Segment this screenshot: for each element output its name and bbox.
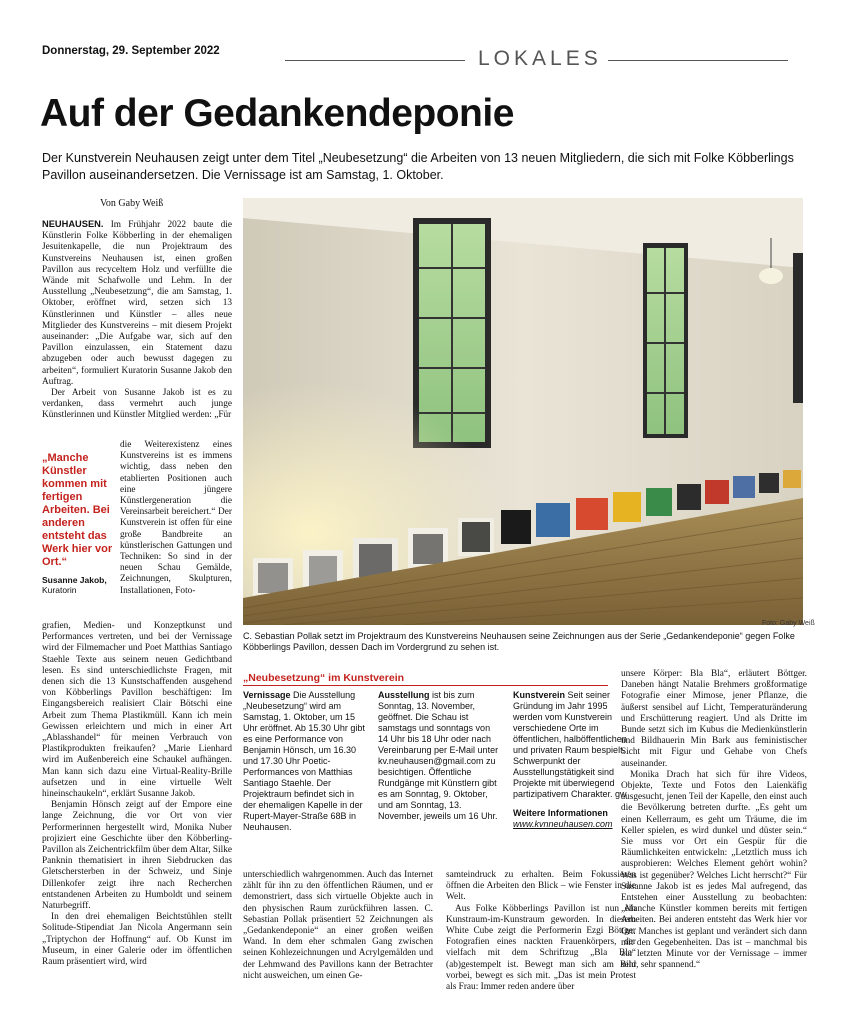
quote-author-name: Susanne Jakob,	[42, 575, 107, 585]
paragraph-4: In den drei ehemaligen Beichtstühlen stellt Solitude-Stipendiat Jan Nicola Angermann sein „Triptychon der Hoffnung“ auf. Ob Kunst im Museum, in einer Galerie oder im öffentlichen Raum präsentiert wird, wird	[42, 912, 232, 968]
kunstverein-text: Seit seiner Gründung im Jahr 1995 werden vom Kunstverein verschiedene Orte im öffentlichen, halböffentlichen und privaten Raum bespielt. Schwerpunkt der Ausstellungstätigkeit sind Projekte mit überwiegend partizipativem Charakter. gw	[513, 690, 627, 799]
paragraph-col2: unterschiedlich wahrgenommen. Auch das Internet zählt für ihn zu den öffentlichen Räumen, und er demonstriert, dass sich virtuelle Objekte auch in den physischen Raum zurückführen lassen. C. Sebastian Pollak präsentiert 52 Zeichnungen als „Gedankendeponie“ an einer großen weißen Wand. In dem eher schmalen Gang zwischen seinen Kohlezeichnungen und Acrylgemälden und der Lehmwand des Pavillons kann der Betrachter nicht ausweichen, um einen Ge-	[243, 870, 433, 981]
article-column-1-top	[42, 219, 232, 422]
section-rule-right	[608, 60, 788, 61]
paragraph-3: Benjamin Hönsch zeigt auf der Empore eine lange Zeichnung, die vor Ort von vier Performerinnen hergestellt wird, Monika Nuber projiziert eine Geschichte über den Köbberling-Pavillon als Zeichentrickfilm über dem Altar, Silke Panknin thematisiert in ihren Siebdrucken das Gletschersterben in der Schweiz, und Sinje Dillenkofer zeigt ihre nach Recherchen entstandenen Arbeiten zu Humboldt und seinem Naturbegriff.	[42, 800, 232, 912]
paragraph-2c: grafien, Medien- und Konzeptkunst und Performances vertreten, und bei der Vernissage wird der Filmemacher und Poet Matthias Santiago Staehle Texte aus seinem neuen Gedichtband lesen. Es sind unterschiedlichste Fragen, mit denen sich die 13 Kunstschaffenden ausgehend von Köbberlings Pavillon beschäftigen: Im Eingangsbereich realisiert Clair Bötschi eine Arbeit zum Thema Plastikmüll. Kann ich mein Gewissen erleichtern und mich in einer Art „Ablasshandel“ für meinen Verbrauch von Plastikprodukten freikaufen? „Marie Lienhard wird im Außenbereich eine Schaukel aufhängen. Man kann sich dazu eine Virtual-Reality-Brille aufsetzen und in eine virtuelle Welt hineinschaukeln“, erklärt Susanne Jakob.	[42, 621, 232, 800]
ausstellung-text: ist bis zum Sonntag, 13. November, geöffnet. Die Schau ist samstags und sonntags von 14 Uhr bis 18 Uhr oder nach Vereinbarung per E-Mail unter kv.neuhausen@gmail.com zu besichtigen. Öffentliche Rundgänge mit Künstlern gibt es am Sonntag, 9. Oktober, und am Sonntag, 13. November, jeweils um 16 Uhr.	[378, 690, 499, 821]
article-column-1-bottom	[42, 621, 232, 968]
infobox-vernissage	[243, 690, 365, 833]
infobox-rule	[243, 685, 608, 686]
paragraph-1: Im Frühjahr 2022 baute die Künstlerin Folke Köbberling in der ehemaligen Jesuitenkapelle, die nun Projektraum des Kunstvereins Neuhausen ist, einen großen Pavillon aus recyceltem Holz und verfüllte die Wände mit Schafwolle und Lehm. In der Ausstellung „Neubesetzung“, die am Samstag, 1. Oktober, eröffnet wird, setzen sich 13 Künstlerinnen und Künstler – alles neue Mitglieder des Kunstvereins – mit diesem Projekt auseinander: „Die Aufgabe war, sich auf den Pavillon einzulassen, ein Statement dazu abzugeben oder auch bewusst dagegen zu arbeiten“, formuliert Kuratorin Susanne Jakob den Auftrag.	[42, 220, 232, 387]
photo-caption: C. Sebastian Pollak setzt im Projektraum des Kunstvereins Neuhausen seine Zeichnungen aus der Serie „Gedankendeponie“ gegen Folke Köbberlings Pavillon, dessen Dach im Vordergrund zu sehen ist.	[243, 631, 795, 652]
paragraph-2a: Der Arbeit von Susanne Jakob ist es zu verdanken, dass vermehrt auch junge Künstlerinnen und Künstler Mitglied werden: „Für	[42, 388, 232, 421]
more-info-label: Weitere Informationen	[513, 808, 608, 818]
photo-credit: Foto: Gaby Weiß	[762, 620, 815, 627]
ausstellung-label: Ausstellung	[378, 690, 430, 700]
paragraph-col3a: samteindruck zu erhalten. Beim Fokussieren öffnen die Arbeiten den Blick – wie Fenster in die Welt.	[446, 870, 636, 903]
subtitle: Der Kunstverein Neuhausen zeigt unter dem Titel „Neubesetzung“ die Arbeiten von 13 neuen Mitgliedern, die sich mit Folke Köbberlings Pavillon auseinandersetzen. Die Vernissage ist am Samstag, 1. Oktober.	[42, 151, 794, 182]
kunstverein-label: Kunstverein	[513, 690, 566, 700]
article-column-2	[243, 870, 433, 982]
vernissage-label: Vernissage	[243, 690, 291, 700]
section-rule-left	[285, 60, 465, 61]
article-column-4	[621, 669, 807, 971]
paragraph-col3b: Aus Folke Köbberlings Pavillon ist nun ein Kunstraum-im-Kunstraum geworden. In diesem White Cube zeigt die Performerin Ezgi Böttger Fotografien eines nackten Frauenkörpers, der vielfach mit dem Schriftzug „Bla Bla“ (ab)gestempelt ist. Bewegt man sich am Bild vorbei, bewegt es sich mit. „Das ist mein Protest als Frau: Immer reden andere über	[446, 903, 636, 993]
paragraph-col4b: Monika Drach hat sich für ihre Videos, Objekte, Texte und Fotos den Laienkäfig ausgesucht, jenen Teil der Kapelle, den einst auch die Bevölkerung betreten durfte. „Es geht um einen Kellerraum, es geht um Träume, die im Keller spielen, es wird dunkel und düster sein.“ Sie muss vor Ort ein Gespür für die Räumlichkeiten entwickeln: „Letztlich muss ich ausprobieren: Welches Element gehört wohin? Was ist gegenüber? Welches Licht herrscht?“ Für Susanne Jakob ist es jedes Mal aufregend, das Entstehen einer Ausstellung zu beobachten: „Manche Künstler kommen bereits mit fertigen Arbeiten. Bei anderen entsteht das Werk hier vor Ort. Manches ist geplant und verändert sich dann mit den Gegebenheiten. Das ist – manchmal bis zur letzten Minute vor der Vernissage – immer sehr, sehr spannend.“	[621, 769, 807, 971]
quote-author-role: Kuratorin	[42, 585, 77, 595]
infobox-ausstellung	[378, 690, 500, 822]
article-column-3	[446, 870, 636, 993]
paragraph-2b: die Weiterexistenz eines Kunstvereins ist es immens wichtig, dass neben den etablierten Positionen auch eine jüngere Künstlergeneration die Vereinsarbeit bereichert.“ Der Kunstverein ist offen für eine große Bandbreite an künstlerischen Gattungen und Techniken: So sind in der neuen Schau Gemälde, Zeichnungen, Skulpturen, Installationen, Foto-	[120, 440, 232, 596]
byline: Von Gaby Weiß	[100, 198, 164, 209]
issue-date: Donnerstag, 29. September 2022	[42, 45, 220, 57]
exhibition-photo	[243, 198, 803, 625]
dateline: NEUHAUSEN.	[42, 219, 104, 229]
infobox-kunstverein	[513, 690, 635, 830]
paragraph-col4a: unsere Körper: Bla Bla“, erläutert Böttger. Daneben hängt Natalie Brehmers großformatige Fotografie einer Mimose, jener Pflanze, die äußerst sensibel auf Licht, Temperaturänderung und Erschütterung reagiert. Und als Dritte im Bunde setzt sich im Kubus die Medienkünstlerin und Bildhauerin Min Bark aus feministischer Sicht mit Figur und Gehabe von Chefs auseinander.	[621, 669, 807, 769]
infobox-title: „Neubesetzung“ im Kunstverein	[243, 672, 405, 684]
pull-quote: „Manche Künstler kommen mit fertigen Arbeiten. Bei anderen entsteht das Werk hier vor Ort.“	[42, 452, 113, 568]
more-info-link[interactable]: www.kvnneuhausen.com	[513, 819, 613, 829]
headline: Auf der Gedankendeponie	[40, 92, 514, 135]
article-column-1-beside-quote	[120, 440, 232, 597]
section-name: LOKALES	[478, 47, 602, 70]
vernissage-text: Die Ausstellung „Neubesetzung“ wird am Samstag, 1. Oktober, um 15 Uhr eröffnet. Ab 15.30 Uhr gibt es eine Performance von Benjamin Hönsch, um 16.30 und 17.30 Uhr Poetic-Performances von Matthias Santiago Staehle. Der Projektraum befindet sich in der ehemaligen Kapelle in der Rupert-Mayer-Straße 68B in Neuhausen.	[243, 690, 365, 832]
pull-quote-author	[42, 575, 122, 595]
